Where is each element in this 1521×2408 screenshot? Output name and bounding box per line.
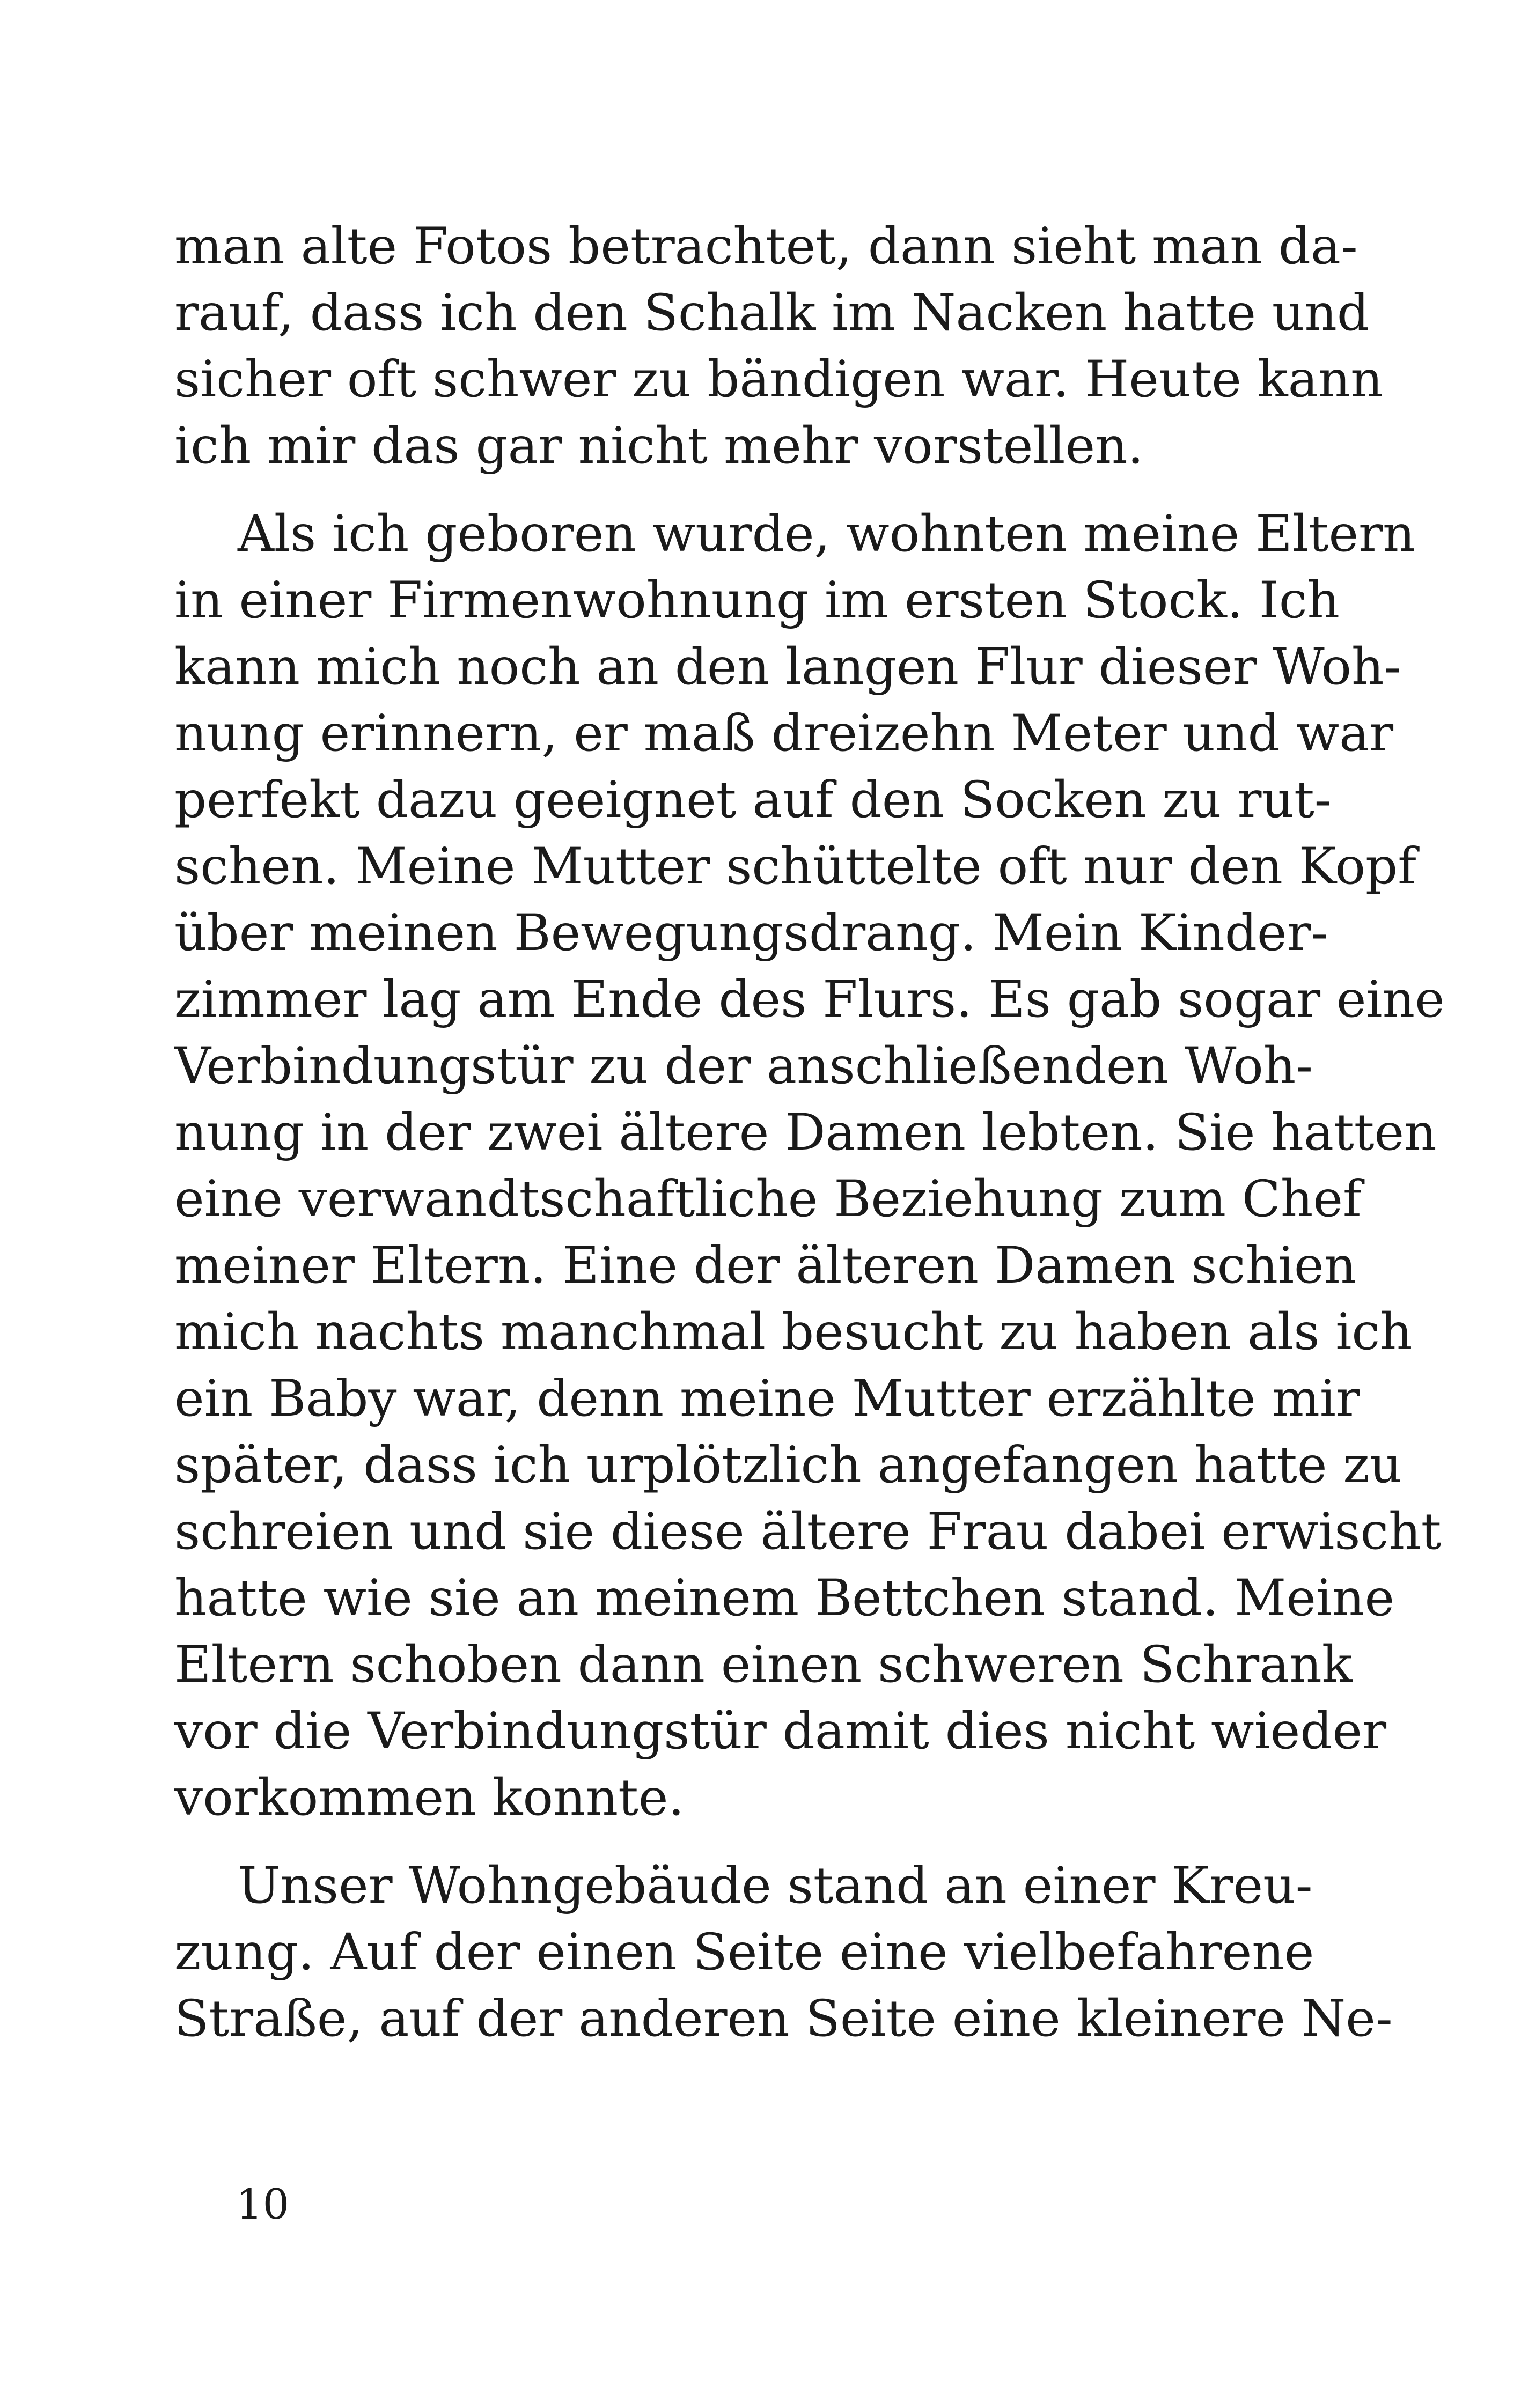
text-line: zung. Auf der einen Seite eine vielbefahrene — [174, 1923, 1314, 1982]
text-line: nung in der zwei ältere Damen lebten. Sie hatten — [174, 1103, 1437, 1162]
text-line: meiner Eltern. Eine der älteren Damen schien — [174, 1236, 1357, 1295]
text-line: kann mich noch an den langen Flur dieser Woh- — [174, 638, 1401, 696]
body-text — [174, 213, 1445, 2074]
text-line: nung erinnern, er maß dreizehn Meter und war — [174, 704, 1394, 763]
text-line: hatte wie sie an meinem Bettchen stand. Meine — [174, 1569, 1395, 1628]
paragraph-3 — [174, 1853, 1393, 2052]
paragraph-2 — [174, 501, 1445, 1831]
page-number: 10 — [236, 2181, 290, 2229]
text-line: ein Baby war, denn meine Mutter erzählte mir — [174, 1369, 1360, 1428]
text-line: Unser Wohngebäude stand an einer Kreu- — [238, 1857, 1313, 1915]
text-line: Verbindungstür zu der anschließenden Woh- — [174, 1037, 1313, 1095]
text-line: rauf, dass ich den Schalk im Nacken hatte und — [174, 284, 1370, 342]
text-line: schreien und sie diese ältere Frau dabei erwischt — [174, 1503, 1442, 1561]
text-line: Straße, auf der anderen Seite eine kleinere Ne- — [174, 1990, 1393, 2048]
text-line: man alte Fotos betrachtet, dann sieht man da- — [174, 217, 1358, 276]
text-line: ich mir das gar nicht mehr vorstellen. — [174, 417, 1144, 475]
text-line: vorkommen konnte. — [174, 1769, 685, 1827]
paragraph-1 — [174, 213, 1383, 480]
text-line: mich nachts manchmal besucht zu haben als ich — [174, 1303, 1413, 1361]
text-line: Als ich geboren wurde, wohnten meine Eltern — [238, 505, 1415, 563]
text-line: später, dass ich urplötzlich angefangen hatte zu — [174, 1436, 1402, 1494]
text-line: schen. Meine Mutter schüttelte oft nur den Kopf — [174, 837, 1417, 896]
text-line: perfekt dazu geeignet auf den Socken zu rut- — [174, 771, 1332, 829]
text-line: über meinen Bewegungsdrang. Mein Kinder- — [174, 904, 1328, 962]
text-line: in einer Firmenwohnung im ersten Stock. Ich — [174, 571, 1340, 630]
text-line: eine verwandtschaftliche Beziehung zum Chef — [174, 1170, 1362, 1228]
text-line: sicher oft schwer zu bändigen war. Heute kann — [174, 350, 1383, 409]
text-line: zimmer lag am Ende des Flurs. Es gab sogar eine — [174, 970, 1445, 1029]
text-line: Eltern schoben dann einen schweren Schrank — [174, 1636, 1353, 1694]
text-line: vor die Verbindungstür damit dies nicht wieder — [174, 1702, 1387, 1761]
